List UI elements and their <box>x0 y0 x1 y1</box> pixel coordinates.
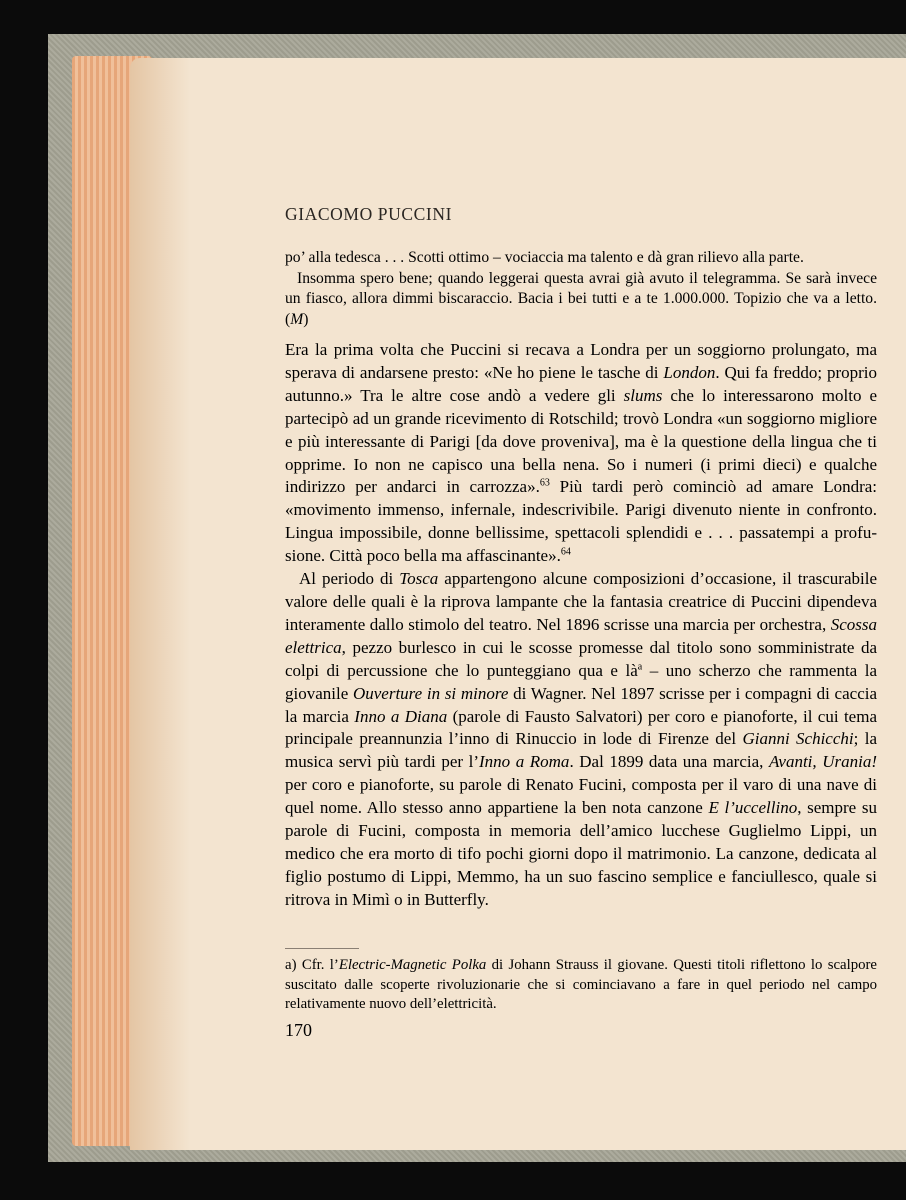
text-run: , sempre su parole di Fucini, composta in memoria dell’amico lucchese Guglielmo Lippi, un medico che era morto di tifo pochi giorni dopo il matrimonio. La canzone, dedicata al figlio postumo di Lippi, Memmo, ha un suo fascino semplice e fanciullesco, quale si ritrova in Mimì o in Butterfly. <box>285 798 877 909</box>
italic-run: Inno a Roma <box>478 752 570 772</box>
footnote-rule <box>285 948 359 949</box>
letter-line-1: po’ alla tedesca . . . Scotti ottimo – vociaccia ma talento e dà gran rilievo alla parte. <box>285 249 804 266</box>
letter-text: Insomma spero bene; quando leggerai questa avrai già avuto il telegramma. Se sarà invece un fiasco, allora dimmi biscaraccio. Bacia i bei tutti e a te 1.000.000. Topizio che va a letto. ( <box>285 269 877 328</box>
letter-excerpt <box>285 248 877 330</box>
footnote <box>285 956 877 1015</box>
italic-run: Avanti, Urania! <box>768 752 877 772</box>
italic-run: E l’uccellino <box>708 798 798 818</box>
text-run: . Qui fa freddo; proprio autunno.» Tra le altre cose andò a vedere gli <box>285 362 877 405</box>
text-run: – uno scherzo che rammenta la giovanile <box>285 660 877 703</box>
note-reference: a <box>637 661 643 673</box>
text-run: che lo interessarono molto e partecipò ad un grande ricevimento di Rotschild; trovò Londra «un soggiorno migliore e più interessante di Parigi [da dove proveniva], ma è la questione della lingua che ti opprime. Io non ne capisco una bella nena. So i numeri (i primi dieci) e qualche indirizzo per andarci in carrozza». <box>285 385 877 497</box>
paragraph-2 <box>285 568 877 912</box>
text-run: , pezzo burlesco in cui le scosse promesse dal titolo sono somministrate da colpi di percussione che lo punteggiano qua e là <box>285 637 877 680</box>
italic-run: Gianni Schicchi <box>742 729 854 749</box>
letter-paragraph-2 <box>285 269 877 331</box>
text-run: Al periodo di <box>299 569 400 589</box>
note-reference: 64 <box>560 546 571 558</box>
text-run: per coro e pianoforte, su parole di Renato Fucini, composta per il varo di una nave di quel nome. Allo stesso anno appartiene la ben nota canzone <box>285 775 877 818</box>
page-number: 170 <box>285 1020 312 1040</box>
italic-run: slums <box>623 385 663 405</box>
text-run: di Johann Strauss il giovane. Questi titoli riflettono lo scalpore suscitato dalle scoperte rivoluzionarie che si cominciavano a fare in quel periodo nel campo relativamente nuovo dell’elettricità. <box>285 957 877 1012</box>
note-reference: 63 <box>539 477 550 489</box>
text-run: Era la prima volta che Puccini si recava a Londra per un soggiorno prolungato, ma sperava di andarsene presto: «Ne ho piene le tasche di <box>285 340 877 382</box>
text-run: (parole di Fausto Salvatori) per coro e pianoforte, il cui tema principale preannunzia l’inno di Rinuccio in lode di Firenze del <box>285 706 877 749</box>
italic-run: Electric-Magnetic Polka <box>338 957 487 973</box>
italic-run: Inno a Diana <box>354 706 448 726</box>
paragraph-1 <box>285 339 877 568</box>
text-run: a) Cfr. l’ <box>285 957 339 973</box>
italic-run: London <box>663 362 716 382</box>
italic-run: Scossa elettrica <box>285 614 877 657</box>
text-run: Più tardi però cominciò ad amare Londra: «movimento immenso, infernale, indescrivibile. Parigi divenuto niente in confronto. Lingua impossibile, donne bellissime, spettacoli splendidi e . . . passatempi a profusione. Città poco bella ma affascinante». <box>285 477 878 566</box>
text-run: . Dal 1899 data una marcia, <box>569 752 769 772</box>
letter-signature-initial: M <box>290 310 304 328</box>
running-head: GIACOMO PUCCINI <box>285 204 452 224</box>
main-text <box>285 339 877 912</box>
italic-run: Ouverture in si minore <box>352 683 509 703</box>
letter-text-end: ) <box>303 310 309 328</box>
text-run: di Wagner. Nel 1897 scrisse per i compagni di caccia la marcia <box>285 683 878 726</box>
text-run: appartengono alcune composizioni d’occasione, il trascurabile valore delle quali è la riprova lampante che la fantasia creatrice di Puccini dipendeva interamente dallo stimolo del teatro. Nel 1896 scrisse una marcia per orchestra, <box>285 569 877 634</box>
italic-run: Tosca <box>399 569 439 589</box>
text-run: ; la musica servì più tardi per l’ <box>285 729 877 772</box>
